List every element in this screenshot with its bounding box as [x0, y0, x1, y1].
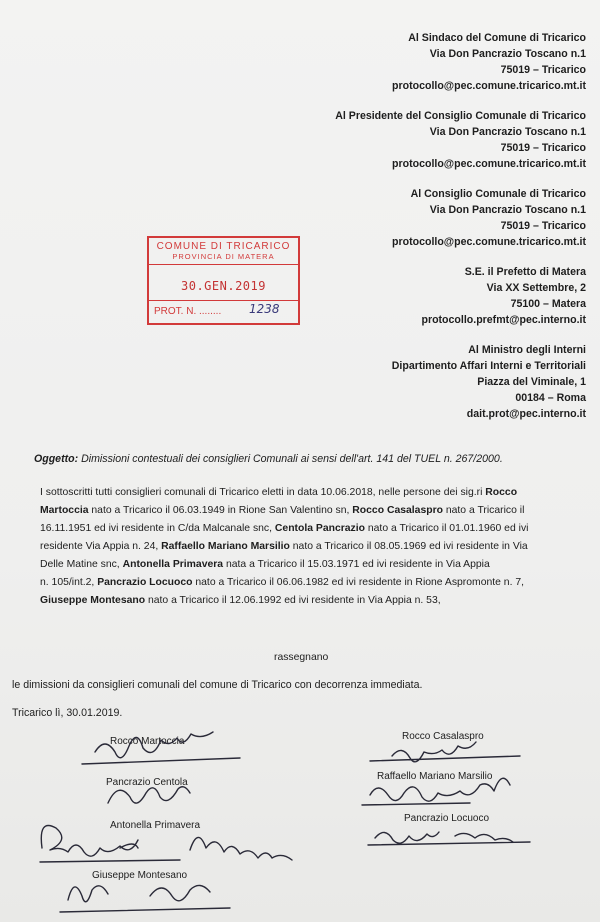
recipient-line: Al Consiglio Comunale di Tricarico: [410, 188, 586, 200]
signature-montesano: [60, 885, 230, 912]
recipient-line: protocollo@pec.comune.tricarico.mt.it: [392, 236, 586, 248]
stamp-date: 30.GEN.2019: [181, 279, 266, 293]
body-text: nato a Tricarico il 06.06.1982 ed ivi residente in Rione Aspromonte n. 7,: [192, 577, 525, 588]
body-text: I sottoscritti tutti consiglieri comunali di Tricarico eletti in data 10.06.2018, nelle persone dei sig.ri: [40, 487, 486, 498]
person-name: Antonella Primavera: [122, 559, 224, 570]
recipient-line: 75100 – Matera: [510, 298, 586, 310]
recipient-line: Dipartimento Affari Interni e Territoriali: [391, 360, 586, 372]
rassegnano-text: rassegnano: [274, 652, 329, 663]
body-line: [40, 556, 586, 574]
signatory-martoccia: Rocco Martoccia: [110, 736, 185, 747]
recipient-line: 75019 – Tricarico: [500, 142, 586, 154]
body-text: nato a Tricarico il 12.06.1992 ed ivi residente in Via Appia n. 53,: [145, 595, 441, 606]
signatory-centola: Pancrazio Centola: [106, 777, 188, 788]
recipient-line: protocollo@pec.comune.tricarico.mt.it: [392, 158, 586, 170]
stamp-province: PROVINCIA DI MATERA: [149, 252, 298, 265]
stamp-protocol: [149, 300, 298, 323]
place-date: Tricarico lì, 30.01.2019.: [12, 707, 123, 719]
body-text: nata a Tricarico il 15.03.1971 ed ivi residente in Via Appia: [223, 559, 490, 570]
person-name: Raffaello Mariano Marsilio: [161, 541, 290, 552]
body-line: [40, 484, 586, 502]
body-text: Delle Matine snc,: [40, 559, 123, 570]
recipient-2: [286, 186, 586, 250]
signature-casalaspro: [370, 742, 520, 762]
signatory-primavera: Antonella Primavera: [110, 820, 201, 831]
body-text: nato a Tricarico il 08.05.1969 ed ivi residente in Via: [289, 541, 528, 552]
body-text: nato a Tricarico il 01.01.1960 ed ivi: [364, 523, 529, 534]
subject-text: Dimissioni contestuali dei consiglieri Comunali ai sensi dell'art. 141 del TUEL n. 267/2000.: [78, 453, 503, 465]
body-text: nato a Tricarico il: [442, 505, 525, 516]
recipient-line: Al Sindaco del Comune di Tricarico: [408, 32, 586, 44]
signature-centola: [108, 787, 190, 803]
body-paragraph: [40, 484, 586, 610]
person-name: Martoccia: [40, 505, 89, 516]
body-text: 16.11.1951 ed ivi residente in C/da Malcanale snc,: [40, 523, 275, 534]
body-text: n. 105/int.2,: [40, 577, 98, 588]
signature-marsilio: [362, 778, 510, 805]
recipient-line: Al Presidente del Consiglio Comunale di Tricarico: [335, 110, 586, 122]
body-line: [40, 502, 586, 520]
stamp-protocol-label: PROT. N. ........: [154, 306, 222, 317]
recipient-line: 75019 – Tricarico: [500, 64, 586, 76]
signatory-locuoco: Pancrazio Locuoco: [404, 813, 490, 824]
recipient-line: protocollo@pec.comune.tricarico.mt.it: [392, 80, 586, 92]
body-text: residente Via Appia n. 24,: [40, 541, 162, 552]
recipient-line: dait.prot@pec.interno.it: [466, 408, 586, 420]
recipients-block: [286, 30, 586, 436]
recipient-1: [286, 108, 586, 172]
body-line: [40, 574, 586, 592]
recipient-line: S.E. il Prefetto di Matera: [464, 266, 586, 278]
recipient-4: [286, 342, 586, 422]
subject-line: [34, 453, 584, 465]
recipient-3: [286, 264, 586, 328]
person-name: Rocco: [485, 487, 518, 498]
person-name: Pancrazio Locuoco: [97, 577, 193, 588]
protocol-stamp: [147, 236, 300, 325]
recipient-line: Piazza del Viminale, 1: [477, 376, 586, 388]
body-line: [40, 538, 586, 556]
stamp-municipality: COMUNE DI TRICARICO: [156, 241, 291, 252]
body-line: [40, 520, 586, 538]
body-text: nato a Tricarico il 06.03.1949 in Rione San Valentino sn,: [88, 505, 353, 516]
stamp-protocol-number: 1238: [249, 302, 280, 316]
recipient-line: Via Don Pancrazio Toscano n.1: [429, 204, 586, 216]
signatory-casalaspro: Rocco Casalaspro: [402, 731, 484, 742]
body-line: [40, 592, 586, 610]
signatory-montesano: Giuseppe Montesano: [92, 870, 188, 881]
subject-label: Oggetto:: [34, 453, 79, 465]
recipient-line: protocollo.prefmt@pec.interno.it: [421, 314, 586, 326]
recipient-line: Al Ministro degli Interni: [468, 344, 586, 356]
signatory-marsilio: Raffaello Mariano Marsilio: [377, 771, 493, 782]
recipient-0: [286, 30, 586, 94]
person-name: Rocco Casalaspro: [352, 505, 443, 516]
recipient-line: Via XX Settembre, 2: [486, 282, 586, 294]
recipient-line: Via Don Pancrazio Toscano n.1: [429, 48, 586, 60]
resignation-statement: le dimissioni da consiglieri comunali del comune di Tricarico con decorrenza immediata.: [12, 679, 423, 691]
recipient-line: 75019 – Tricarico: [500, 220, 586, 232]
person-name: Centola Pancrazio: [274, 523, 365, 534]
signature-locuoco: [368, 832, 530, 845]
recipient-line: 00184 – Roma: [515, 392, 586, 404]
person-name: Giuseppe Montesano: [40, 595, 146, 606]
recipient-line: Via Don Pancrazio Toscano n.1: [429, 126, 586, 138]
